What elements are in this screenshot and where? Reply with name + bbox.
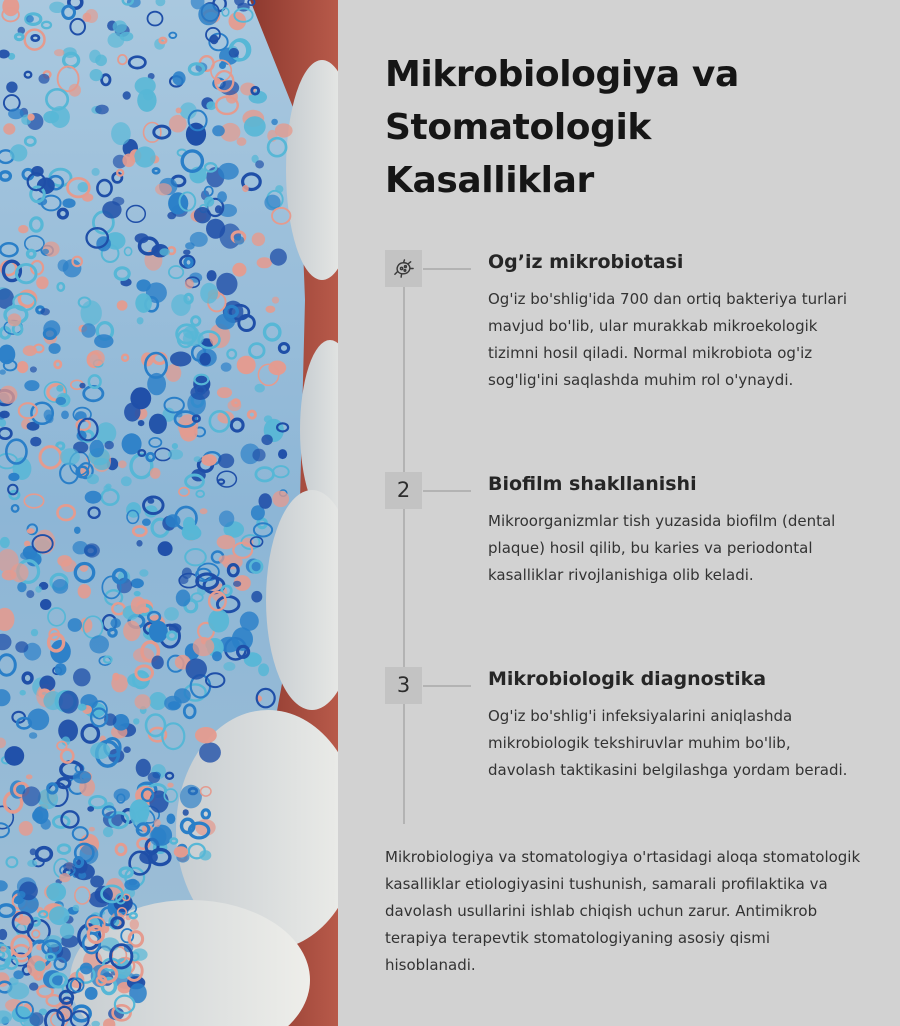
bacteria-cell xyxy=(89,635,109,653)
bacteria-cell xyxy=(35,586,42,593)
bacteria-cell xyxy=(218,454,234,469)
bacteria-cell xyxy=(272,491,289,507)
bacteria-cell xyxy=(186,658,207,679)
bacteria-cell xyxy=(80,963,93,975)
bacteria-cell xyxy=(194,456,202,462)
step-description: Og'iz bo'shlig'ida 700 dan ortiq bakteriya turlari mavjud bo'lib, ular murakkab mikroekologik tizimni hosil qiladi. Normal mikrobiota og'iz sog'lig'ini saqlashda muhim rol o'ynaydi. xyxy=(488,290,848,389)
bacteria-cell xyxy=(19,821,33,836)
bacteria-cell xyxy=(259,493,272,509)
bacteria-cell xyxy=(124,403,140,422)
bacteria-cell xyxy=(234,236,244,245)
bacteria-cell xyxy=(154,819,161,827)
bacteria-cell xyxy=(39,74,50,84)
step-connector-1 xyxy=(423,268,471,270)
timeline-line xyxy=(403,250,405,824)
bacteria-cell xyxy=(60,923,74,939)
bacteria-cell xyxy=(105,441,114,450)
bacteria-cell xyxy=(174,846,188,857)
bacteria-cell xyxy=(90,876,104,888)
bacteria-cell xyxy=(207,270,217,281)
bacteria-cell xyxy=(23,345,37,356)
bacteria-cell xyxy=(8,108,24,119)
bacteria-cell xyxy=(45,414,53,423)
bacteria-cell xyxy=(183,326,199,339)
bacteria-cell xyxy=(59,691,79,714)
bacteria-cell xyxy=(229,48,239,58)
bacteria-cell xyxy=(132,948,148,960)
bacteria-cell xyxy=(129,799,149,822)
bacteria-cell xyxy=(113,20,127,33)
bacteria-cell xyxy=(168,449,183,459)
bacteria-cell xyxy=(49,906,70,925)
bacteria-cell xyxy=(193,637,215,656)
bacteria-cell xyxy=(252,449,265,462)
bacteria-cell xyxy=(237,356,256,374)
bacteria-cell xyxy=(199,850,211,860)
bacteria-cell xyxy=(32,810,43,822)
bacteria-cell xyxy=(78,704,87,711)
bacteria-cell xyxy=(131,578,144,588)
bacteria-cell xyxy=(20,552,32,560)
bacteria-cell xyxy=(170,352,191,367)
bacteria-cell xyxy=(90,742,110,759)
bacteria-cell xyxy=(270,249,287,266)
bacteria-cell xyxy=(63,47,77,58)
bacteria-cell xyxy=(49,343,61,354)
bacteria-cell xyxy=(82,193,93,201)
bacteria-cell xyxy=(17,891,25,898)
bacteria-cell xyxy=(159,248,170,255)
bacteria-cell xyxy=(164,607,179,621)
bacteria-cell xyxy=(183,809,189,816)
bacteria-cell xyxy=(180,785,202,809)
bacteria-cell xyxy=(27,709,49,731)
bacteria-cell xyxy=(219,511,234,528)
bacteria-cell xyxy=(31,166,43,177)
bacteria-cell xyxy=(29,983,38,991)
bacteria-cell xyxy=(149,692,167,710)
bacteria-cell xyxy=(139,569,148,577)
bacteria-cell xyxy=(272,297,279,304)
bacteria-cell xyxy=(15,641,28,653)
bacteria-cell xyxy=(88,350,104,366)
bacteria-cell xyxy=(26,15,34,22)
bacteria-cell xyxy=(69,84,81,97)
bacteria-cell xyxy=(85,9,98,23)
bacteria-cell xyxy=(62,198,75,208)
bacteria-cell xyxy=(81,323,95,338)
bacteria-cell xyxy=(92,168,100,176)
bacteria-cell xyxy=(50,106,70,128)
bacteria-cell xyxy=(237,137,247,146)
bacteria-cell xyxy=(56,385,63,392)
bacteria-cell xyxy=(90,440,105,458)
bacteria-cell xyxy=(31,629,38,636)
bacteria-cell xyxy=(220,80,240,95)
bacteria-cell xyxy=(68,618,82,632)
bacteria-cell xyxy=(81,300,102,325)
bacteria-cell xyxy=(73,771,91,784)
bacteria-cell xyxy=(95,105,109,115)
bacteria-cell xyxy=(87,806,94,812)
step-connector-3 xyxy=(423,685,471,687)
bacteria-cell xyxy=(112,197,124,206)
bacteria-cell xyxy=(95,55,107,67)
bacteria-cell xyxy=(118,460,127,468)
step-marker-2: 2 xyxy=(385,472,422,509)
step-title: Mikrobiologik diagnostika xyxy=(488,668,767,690)
bacteria-cell xyxy=(63,862,75,871)
bacteria-cell xyxy=(52,579,68,594)
bacteria-cell xyxy=(10,144,28,161)
bacteria-cell xyxy=(172,71,185,85)
bacteria-cell xyxy=(28,114,35,121)
bacteria-cell xyxy=(56,397,67,405)
bacteria-cell xyxy=(123,91,131,100)
bacteria-cell xyxy=(185,279,194,289)
bacteria-cell xyxy=(89,827,95,832)
bacteria-cell xyxy=(46,883,66,902)
bacteria-cell xyxy=(90,69,103,81)
bacteria-cell xyxy=(40,308,50,315)
bacteria-cell xyxy=(120,32,134,42)
bacteria-cell xyxy=(186,123,206,146)
bacteria-cell xyxy=(176,108,182,114)
bacteria-cell xyxy=(40,599,51,610)
bacteria-cell xyxy=(251,591,262,603)
step-marker-3: 3 xyxy=(385,667,422,704)
bacteria-cell xyxy=(134,591,141,596)
bacteria-cell xyxy=(219,62,226,69)
page-title: Mikrobiologiya va Stomatologik Kasalliklar xyxy=(385,54,739,201)
bacteria-cell xyxy=(30,848,37,855)
bacteria-cell xyxy=(36,276,48,289)
bacteria-cell xyxy=(12,1006,31,1022)
bacteria-cell xyxy=(275,123,293,137)
bacteria-cell xyxy=(166,514,181,527)
bacteria-cell xyxy=(59,873,70,882)
bacteria-cell xyxy=(171,294,191,316)
step-connector-2 xyxy=(423,490,471,492)
bacteria-cell xyxy=(206,219,225,239)
bacteria-cell xyxy=(24,380,39,391)
step-title: Biofilm shakllanishi xyxy=(488,473,697,495)
bacteria-cell xyxy=(240,612,259,631)
bacteria-cell xyxy=(261,435,272,446)
bacteria-cell xyxy=(13,970,24,979)
bacteria-cell xyxy=(111,674,128,692)
bacteria-cell xyxy=(258,663,269,676)
bacteria-cell xyxy=(85,987,98,1000)
bacteria-cell xyxy=(183,250,190,255)
bacteria-cell xyxy=(172,443,178,449)
bacteria-cell xyxy=(0,537,10,548)
bacteria-cell xyxy=(17,361,28,373)
bacteria-cell xyxy=(217,191,227,202)
bacteria-cell xyxy=(8,473,19,481)
bacteria-cell xyxy=(190,385,209,400)
bacteria-cell xyxy=(84,543,100,557)
bacteria-cell xyxy=(195,727,217,743)
bacteria-cell xyxy=(167,783,173,788)
bacteria-cell xyxy=(78,584,91,599)
bacteria-cell xyxy=(26,774,33,779)
step-title: Og’iz mikrobiotasi xyxy=(488,251,684,273)
bacteria-cell xyxy=(200,508,208,514)
step-description: Og'iz bo'shlig'i infeksiyalarini aniqlashda mikrobiologik tekshiruvlar muhim bo'lib, davolash taktikasini belgilashga yordam beradi. xyxy=(488,707,848,779)
bacteria-cell xyxy=(123,621,140,642)
bacteria-cell xyxy=(41,819,51,830)
bacteria-cell xyxy=(233,581,241,587)
bacteria-cell xyxy=(149,621,168,643)
bacteria-cell xyxy=(85,491,102,504)
bacteria-cell xyxy=(148,498,155,504)
bacteria-cell xyxy=(212,125,225,136)
bacteria-cell xyxy=(200,283,218,304)
bacteria-cell xyxy=(136,540,142,547)
bacteria-cell xyxy=(105,484,111,490)
bacteria-cell xyxy=(266,306,276,313)
bacteria-cell xyxy=(114,789,130,802)
bacteria-cell xyxy=(60,448,80,465)
bacteria-cell xyxy=(10,563,28,582)
microscopy-image xyxy=(0,0,338,1026)
bacteria-cell xyxy=(271,119,278,125)
bacteria-cell xyxy=(135,694,151,709)
bacteria-cell xyxy=(87,474,99,484)
bacteria-cell xyxy=(22,786,41,806)
bacteria-cell xyxy=(4,746,24,766)
bacteria-cell xyxy=(27,528,35,534)
bacteria-cell xyxy=(182,568,192,579)
bacteria-cell xyxy=(151,656,163,670)
bacteria-cell xyxy=(168,701,180,710)
bacteria-cell xyxy=(158,541,173,556)
bacteria-cell xyxy=(135,293,152,313)
bacteria-cell xyxy=(30,437,41,447)
bacteria-cell xyxy=(182,524,201,541)
bacteria-cell xyxy=(217,535,236,549)
bacteria-cell xyxy=(194,207,211,223)
bacteria-cell xyxy=(7,982,29,999)
bacteria-cell xyxy=(131,597,146,615)
bacteria-cell xyxy=(111,122,131,145)
bacteria-cell xyxy=(217,387,232,398)
bacteria-cell xyxy=(43,320,60,337)
microscopy-photo xyxy=(0,0,338,1026)
bacteria-cell xyxy=(216,273,237,295)
bacteria-cell xyxy=(255,160,264,168)
bacteria-cell xyxy=(142,519,151,526)
bacteria-cell xyxy=(27,860,37,867)
bacteria-cell xyxy=(73,905,80,912)
bacteria-cell xyxy=(61,411,69,420)
summary-paragraph: Mikrobiologiya va stomatologiya o'rtasidagi aloqa stomatologik kasalliklar etiologiyasini tushunish, samarali profilaktika va davolash usullarini ishlab chiqish uchun zarur. Antimikrob terapiya terapevtik stomatologiyaning asosiy qismi hisoblanadi. xyxy=(385,848,861,974)
bacteria-cell xyxy=(137,317,144,324)
bacteria-cell xyxy=(34,961,45,972)
bacteria-cell xyxy=(103,827,113,837)
bacteria-cell xyxy=(204,197,214,207)
bacteria-cell xyxy=(148,772,160,783)
bacteria-cell xyxy=(117,300,128,310)
bacteria-cell xyxy=(6,82,17,93)
bacteria-cell xyxy=(138,420,145,426)
bacteria-cell xyxy=(136,759,151,777)
bacteria-cell xyxy=(149,414,167,434)
bacteria-cell xyxy=(150,827,167,846)
bacteria-cell xyxy=(199,742,221,762)
bacteria-cell xyxy=(208,609,229,632)
bacteria-cell xyxy=(242,185,249,192)
bacteria-cell xyxy=(29,732,37,739)
bacteria-cell xyxy=(94,458,111,470)
bacteria-cell xyxy=(206,101,216,110)
bacteria-cell xyxy=(110,618,121,628)
bacteria-cell xyxy=(150,468,161,479)
bacteria-cell xyxy=(174,688,191,703)
bacteria-cell xyxy=(94,334,113,348)
bacteria-cell xyxy=(200,353,211,366)
microbe-icon xyxy=(392,257,415,280)
bacteria-cell xyxy=(20,690,26,696)
bacteria-cell xyxy=(268,361,286,376)
bacteria-cell xyxy=(42,249,49,255)
bacteria-cell xyxy=(218,163,239,180)
bacteria-cell xyxy=(232,263,246,277)
bacteria-cell xyxy=(123,746,130,753)
step-marker-1 xyxy=(385,250,422,287)
bacteria-cell xyxy=(257,257,272,268)
bacteria-cell xyxy=(130,919,139,930)
bacteria-cell xyxy=(176,590,191,607)
bacteria-cell xyxy=(8,313,22,326)
bacteria-cell xyxy=(201,454,216,466)
bacteria-cell xyxy=(124,879,140,890)
bacteria-cell xyxy=(190,232,208,247)
bacteria-cell xyxy=(134,146,155,167)
bacteria-cell xyxy=(121,476,132,486)
bacteria-cell xyxy=(54,49,64,56)
bacteria-cell xyxy=(155,183,172,195)
bacteria-cell xyxy=(167,814,176,825)
bacteria-cell xyxy=(221,362,232,371)
bacteria-cell xyxy=(73,668,91,686)
bacteria-cell xyxy=(133,718,139,724)
bacteria-cell xyxy=(278,449,287,459)
bacteria-cell xyxy=(55,663,67,675)
bacteria-cell xyxy=(135,77,156,95)
bacteria-cell xyxy=(26,590,34,598)
bacteria-cell xyxy=(244,116,266,136)
bacteria-cell xyxy=(219,555,230,564)
bacteria-cell xyxy=(122,154,135,168)
bacteria-cell xyxy=(74,527,81,534)
bacteria-cell xyxy=(212,651,222,661)
step-description: Mikroorganizmlar tish yuzasida biofilm (dental plaque) hosil qilib, bu karies va periodontal kasalliklar rivojlanishiga olib keladi. xyxy=(488,512,836,584)
content-panel xyxy=(338,0,900,1026)
bacteria-cell xyxy=(18,225,28,233)
bacteria-cell xyxy=(255,384,265,393)
bacteria-cell xyxy=(79,383,85,389)
bacteria-cell xyxy=(3,123,15,134)
bacteria-cell xyxy=(223,662,235,671)
bacteria-cell xyxy=(0,946,6,952)
bacteria-cell xyxy=(252,233,265,247)
bacteria-cell xyxy=(30,366,37,372)
